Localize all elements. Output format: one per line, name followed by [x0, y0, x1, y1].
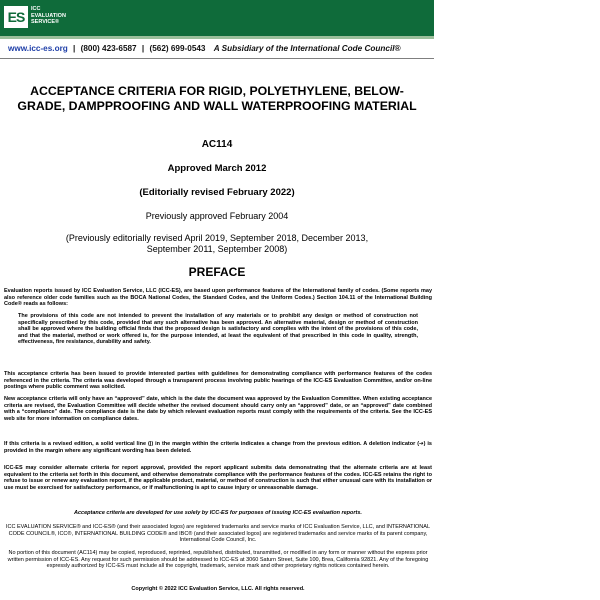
previous-revisions-line-1: (Previously editorially revised April 2019, September 2018, December 2013, [65, 233, 369, 243]
previous-revisions [0, 233, 434, 255]
header-banner [0, 0, 434, 39]
previous-approval: Previously approved February 2004 [145, 211, 289, 221]
trademark-notice: ICC EVALUATION SERVICE® and ICC-ES® (and their associated logos) are registered trademarks and service marks of ICC Evaluation Service, LLC, and INTERNATIONAL CODE COUNCIL®, ICC®, INTERNATIONAL BUILDING CODE® and IBC® (and their associated logos) are registered trademarks and service marks of its parent company, International Code Council, Inc. [5, 524, 431, 544]
copyright-notice: Copyright © 2022 ICC Evaluation Service, LLC. All rights reserved. [131, 586, 305, 592]
website-link[interactable]: www.icc-es.org [8, 44, 68, 53]
document-title [0, 84, 434, 114]
separator: | [73, 44, 76, 53]
preface-paragraph-1: Evaluation reports issued by ICC Evaluation Service, LLC (ICC-ES), are based upon performance features of the International family of codes. (Some reports may also reference older code families such as the BOCA National Codes, the Standard Codes, and the Uniform Codes.) Section 104.11 of the International Building Code® reads as follows: [4, 288, 432, 308]
icc-es-logo: ES [4, 6, 28, 28]
ibc-quote: The provisions of this code are not intended to prevent the installation of any materials or to prohibit any design or method of construction not specifically prescribed by this code, provided that any such alternative has been approved. An alternative material, design or method of construction shall be approved where the building official finds that the proposed design is satisfactory and complies with the intent of the provisions of this code, and that the material, method or work offered is, for the purpose intended, at least the equivalent of that prescribed in this code in quality, strength, effectiveness, fire resistance, durability and safety. [18, 313, 418, 346]
preface-paragraph-6: ICC-ES may consider alternate criteria for report approval, provided the report applicant submits data demonstrating that the alternate criteria are at least equivalent to the criteria set forth in this document, and otherwise demonstrate compliance with the performance features of the codes. ICC-ES retains the right to refuse to issue or renew any evaluation report, if the applicable product, material, or method of construction is such that either unusual care with its installation or use must be exercised for satisfactory performance, or if malfunctioning is apt to cause injury or unreasonable damage. [4, 465, 432, 491]
phone-1: (800) 423-6587 [80, 44, 137, 53]
logo-text: ICC EVALUATION SERVICE® [31, 6, 66, 25]
preface-heading: PREFACE [188, 265, 246, 279]
preface-paragraph-5: If this criteria is a revised edition, a solid vertical line (|) in the margin within the criteria indicates a change from the previous edition. A deletion indicator (➔) is provided in the margin where any significant wording has been deleted. [4, 441, 432, 454]
document-code: AC114 [201, 139, 233, 150]
contact-line [8, 44, 434, 53]
title-line-1: ACCEPTANCE CRITERIA FOR RIGID, POLYETHYLENE, BELOW- [30, 84, 404, 98]
header-rule [0, 58, 434, 59]
preface-paragraph-4: New acceptance criteria will only have an “approved” date, which is the date the document was approved by the Evaluation Committee. When existing acceptance criteria are revised, the Evaluation Committee will decide whether the revised document should carry only an “approved” date, or an “approved” date combined with a “compliance” date. The compliance date is the date by which relevant evaluation reports must comply with the requirements of the criteria. See the ICC-ES web site for more information on compliance dates. [4, 396, 432, 422]
preface-paragraph-7: Acceptance criteria are developed for use solely by ICC-ES for purposes of issuing ICC-ES evaluation reports. [74, 510, 362, 516]
editorial-revision: (Editorially revised February 2022) [139, 187, 295, 198]
preface-paragraph-3: This acceptance criteria has been issued to provide interested parties with guidelines for demonstrating compliance with performance features of the codes referenced in the criteria. The criteria was developed through a transparent process involving public hearings of the ICC-ES Evaluation Committee, and/or on-line postings where public comment was solicited. [4, 371, 432, 391]
approved-date: Approved March 2012 [167, 163, 267, 174]
previous-revisions-line-2: September 2011, September 2008) [146, 244, 288, 254]
copy-permission-notice: No portion of this document (AC114) may be copied, reproduced, reprinted, republished, distributed, transmitted, or modified in any form or manner without the express prior written permission of ICC-ES. Any request for such permission should be addressed to ICC-ES at 3060 Saturn Street, Suite 100, Brea, California 92821. Any of the foregoing expressly authorized by ICC-ES must include all the copyright, trademark, service mark and other proprietary rights notices contained herein. [7, 550, 429, 570]
title-line-2: GRADE, DAMPPROOFING AND WALL WATERPROOFING MATERIAL [17, 99, 417, 113]
separator: | [141, 44, 145, 53]
phone-2: (562) 699-0543 [149, 44, 206, 53]
subsidiary-text: A Subsidiary of the International Code Council® [213, 44, 401, 53]
